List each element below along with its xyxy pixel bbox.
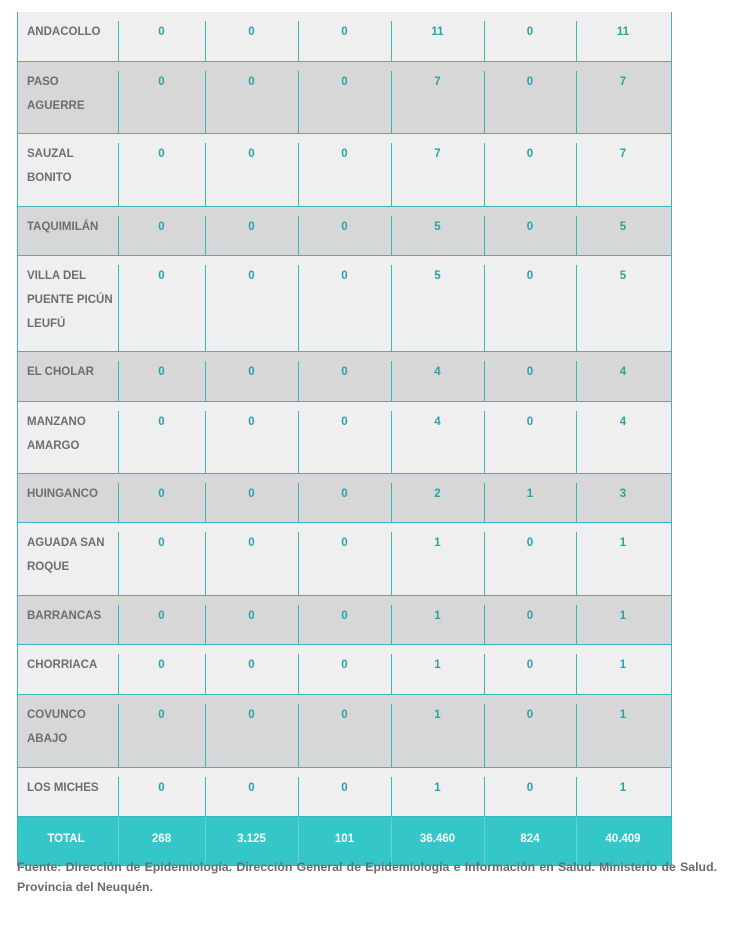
total-value: 824 [484, 817, 576, 865]
cell-value: 0 [118, 768, 205, 816]
cell-value: 7 [576, 134, 670, 206]
cell-value: 0 [484, 134, 576, 206]
row-label: CHORRIACA [27, 659, 98, 671]
cell-value: 0 [118, 256, 205, 351]
total-value: 40.409 [576, 817, 670, 865]
cell-value: 1 [391, 523, 484, 595]
cell-value: 11 [576, 12, 670, 61]
total-value: 3.125 [205, 817, 298, 865]
cell-value: 1 [484, 474, 576, 522]
cell-value: 5 [391, 207, 484, 255]
total-value: 36.460 [391, 817, 484, 865]
cell-value: 0 [205, 12, 298, 61]
cell-value: 0 [298, 256, 391, 351]
cell-value: 5 [576, 207, 670, 255]
table-row [18, 768, 671, 817]
cell-value: 1 [576, 645, 670, 694]
cell-value: 0 [484, 256, 576, 351]
cell-value: 0 [484, 768, 576, 816]
cell-value: 1 [576, 596, 670, 644]
cell-value: 5 [576, 256, 670, 351]
cell-value: 0 [205, 207, 298, 255]
table-row [18, 474, 671, 523]
cell-value: 0 [118, 596, 205, 644]
cell-value: 7 [576, 62, 670, 133]
row-label: COVUNCO ABAJO [27, 709, 86, 745]
row-label: EL CHOLAR [27, 366, 94, 378]
total-label: TOTAL [47, 833, 85, 845]
cell-value: 4 [391, 402, 484, 473]
cell-value: 0 [118, 474, 205, 522]
cell-value: 0 [118, 645, 205, 694]
cell-value: 0 [298, 474, 391, 522]
cell-value: 0 [118, 402, 205, 473]
row-label: SAUZAL BONITO [27, 148, 74, 184]
cell-value: 0 [298, 596, 391, 644]
total-value: 101 [298, 817, 391, 865]
cell-value: 5 [391, 256, 484, 351]
cell-value: 0 [484, 523, 576, 595]
cell-value: 0 [118, 523, 205, 595]
table-row [18, 695, 671, 768]
cell-value: 0 [298, 62, 391, 133]
cell-value: 4 [391, 352, 484, 401]
cell-value: 0 [118, 134, 205, 206]
cell-value: 0 [205, 695, 298, 767]
cell-value: 0 [205, 352, 298, 401]
table-row [18, 352, 671, 402]
cell-value: 0 [205, 134, 298, 206]
table-row [18, 134, 671, 207]
cell-value: 0 [118, 62, 205, 133]
row-label: MANZANO AMARGO [27, 416, 86, 452]
row-label: TAQUIMILÁN [27, 221, 99, 233]
table-row [18, 645, 671, 695]
cell-value: 0 [484, 207, 576, 255]
cell-value: 0 [298, 523, 391, 595]
table-row [18, 596, 671, 645]
cell-value: 0 [205, 474, 298, 522]
cell-value: 1 [391, 645, 484, 694]
cell-value: 2 [391, 474, 484, 522]
cell-value: 1 [576, 523, 670, 595]
cell-value: 0 [484, 352, 576, 401]
cell-value: 0 [298, 134, 391, 206]
cell-value: 0 [484, 12, 576, 61]
cell-value: 0 [298, 645, 391, 694]
cell-value: 0 [205, 62, 298, 133]
row-label: BARRANCAS [27, 610, 102, 622]
row-label: HUINGANCO [27, 488, 98, 500]
cell-value: 0 [484, 596, 576, 644]
cell-value: 1 [391, 768, 484, 816]
cell-value: 1 [391, 596, 484, 644]
cell-value: 0 [484, 62, 576, 133]
table-row [18, 62, 671, 134]
cell-value: 0 [298, 768, 391, 816]
cell-value: 0 [118, 695, 205, 767]
cell-value: 0 [205, 402, 298, 473]
cell-value: 0 [118, 207, 205, 255]
cell-value: 4 [576, 402, 670, 473]
table-row [18, 12, 671, 62]
cell-value: 0 [484, 402, 576, 473]
cell-value: 3 [576, 474, 670, 522]
data-table [17, 12, 672, 866]
table-row [18, 256, 671, 352]
cell-value: 0 [118, 352, 205, 401]
row-label: ANDACOLLO [27, 26, 101, 38]
row-label: AGUADA SAN ROQUE [27, 537, 105, 573]
source-note: Fuente: Dirección de Epidemiología. Dirección General de Epidemiología e Información en Salud. Ministerio de Salud. Provincia del Neuquén. [17, 860, 717, 894]
cell-value: 0 [484, 695, 576, 767]
cell-value: 1 [576, 695, 670, 767]
table-row [18, 402, 671, 474]
total-value: 268 [118, 817, 205, 865]
cell-value: 0 [298, 12, 391, 61]
row-label: PASO AGUERRE [27, 76, 85, 112]
cell-value: 0 [484, 645, 576, 694]
cell-value: 4 [576, 352, 670, 401]
cell-value: 0 [205, 256, 298, 351]
cell-value: 0 [298, 352, 391, 401]
cell-value: 7 [391, 134, 484, 206]
table-row [18, 207, 671, 256]
table-row [18, 523, 671, 596]
cell-value: 0 [118, 12, 205, 61]
cell-value: 11 [391, 12, 484, 61]
cell-value: 7 [391, 62, 484, 133]
cell-value: 0 [205, 645, 298, 694]
cell-value: 0 [205, 523, 298, 595]
cell-value: 0 [205, 596, 298, 644]
cell-value: 0 [298, 695, 391, 767]
cell-value: 1 [576, 768, 670, 816]
cell-value: 0 [298, 207, 391, 255]
cell-value: 0 [205, 768, 298, 816]
cell-value: 1 [391, 695, 484, 767]
row-label: VILLA DEL PUENTE PICÚN LEUFÚ [27, 270, 113, 330]
row-label: LOS MICHES [27, 782, 99, 794]
cell-value: 0 [298, 402, 391, 473]
